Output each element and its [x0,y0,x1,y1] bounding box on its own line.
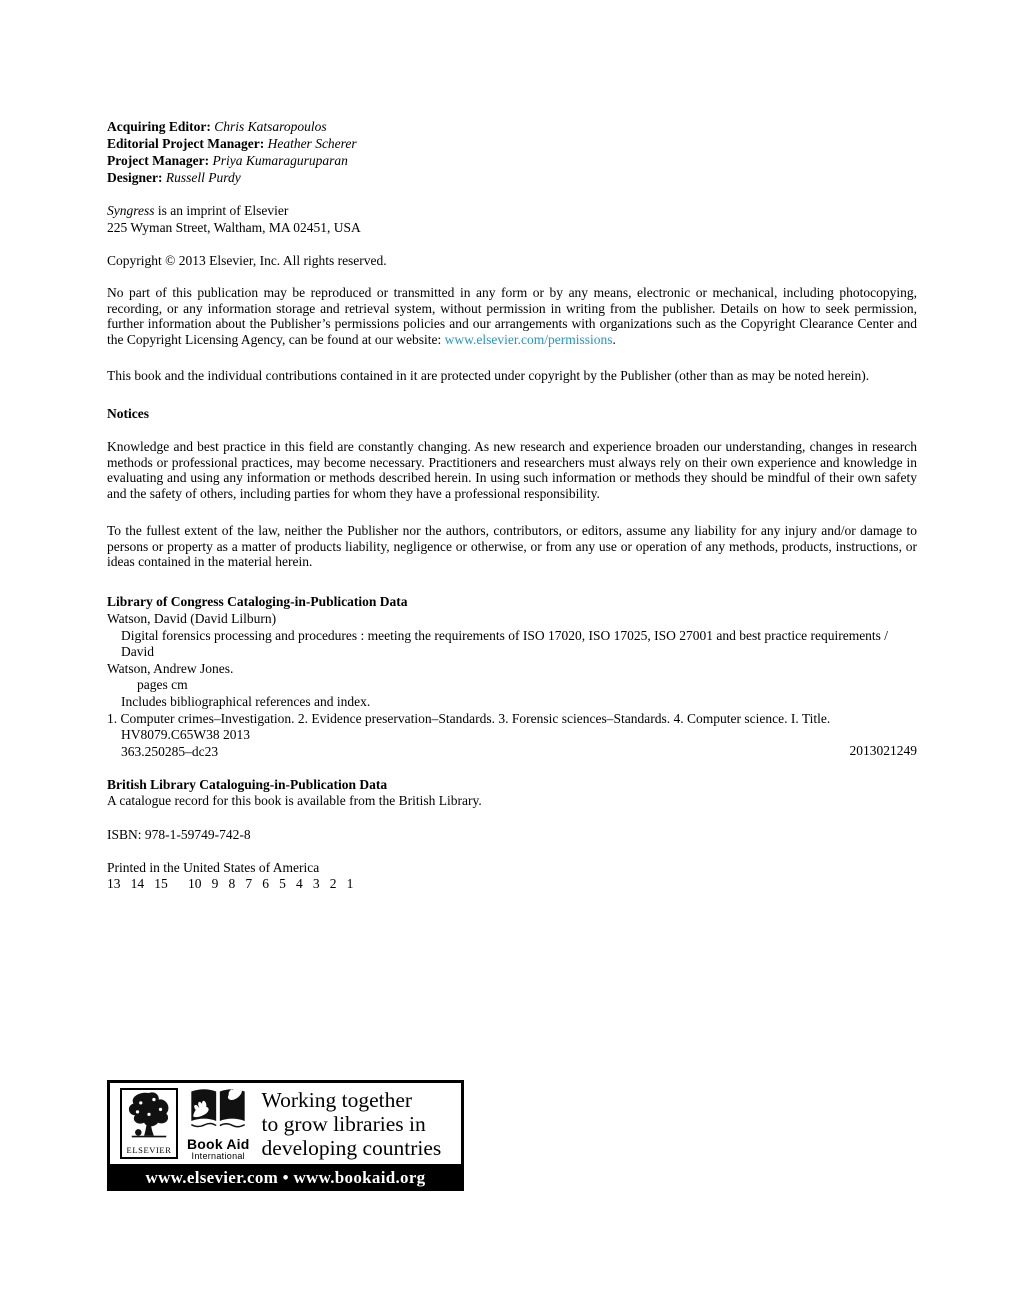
copyright-line: Copyright © 2013 Elsevier, Inc. All rights reserved. [107,253,387,268]
credit-value: Chris Katsaropoulos [214,119,327,134]
loc-line: HV8079.C65W38 2013 [121,727,250,743]
imprint-address: 225 Wyman Street, Waltham, MA 02451, USA [107,220,361,235]
bookaid-logo-name: Book Aid [187,1136,250,1152]
bl-heading: British Library Cataloguing-in-Publication Data [107,777,388,792]
credit-label: Designer: [107,170,163,185]
loc-line: Includes bibliographical references and index. [121,693,371,709]
credit-line [107,118,917,135]
credit-line [107,135,917,152]
loc-line: 363.250285–dc23 [121,743,219,759]
permissions-link[interactable]: www.elsevier.com/permissions [444,331,613,347]
bl-block [107,777,917,809]
bookaid-logo-subtitle: International [191,1151,245,1161]
credit-label: Project Manager: [107,153,210,168]
imprint-name: Syngress [107,203,155,218]
elsevier-logo [120,1088,178,1159]
loc-line: Digital forensics processing and procedures : meeting the requirements of ISO 17020, ISO 17025, ISO 27001 and best practice requirements / David [121,627,889,660]
tagline-line: to grow libraries in [261,1111,426,1136]
notices-paragraph-2: To the fullest extent of the law, neither the Publisher nor the authors, contributors, or editors, assume any liability for any injury and/or damage to persons or property as a matter of products liability, negligence or otherwise, or from any use or operation of any methods, products, instructions, or ideas contained in the material herein. [107,523,917,570]
elsevier-tree-icon [126,1091,172,1146]
credit-value: Priya Kumaraguruparan [212,153,348,168]
bl-line: A catalogue record for this book is available from the British Library. [107,793,482,808]
isbn-line: ISBN: 978-1-59749-742-8 [107,827,251,842]
loc-line: pages cm [137,677,188,693]
credit-label: Acquiring Editor: [107,119,211,134]
loc-line: Watson, David (David Lilburn) [107,611,277,626]
loc-block [107,611,917,760]
notices-paragraph-1: Knowledge and best practice in this field are constantly changing. As new research and experience broaden our understanding, changes in research methods or professional practices, may become necessary. Practitioners and researchers must always rely on their own experience and knowledge in evaluating and using any information or methods described herein. In using such information or methods they should be mindful of their own safety and the safety of others, including parties for whom they have a professional responsibility. [107,439,917,501]
permissions-text: No part of this publication may be reproduced or transmitted in any form or by any means, electronic or mechanical, including photocopying, recording, or any information storage and retrieval system, without permission in writing from the publisher. Details on how to seek permission, further information about the Publisher’s permissions policies and our arrangements with organizations such as the Copyright Clearance Center and the Copyright Licensing Agency, can be found at our website: [107,285,917,347]
print-run-line: 13 14 15 10 9 8 7 6 5 4 3 2 1 [107,876,354,891]
imprint-suffix: is an imprint of Elsevier [154,203,289,218]
banner-tagline [259,1088,442,1160]
credit-line [107,152,917,169]
bookaid-book-icon [188,1086,248,1137]
protection-line: This book and the individual contributions contained in it are protected under copyright by the Publisher (other than as may be noted herein). [107,368,870,383]
credits-block [107,118,917,186]
printing-block [107,860,917,892]
credit-value: Russell Purdy [165,170,241,185]
loc-line: Watson, Andrew Jones. [107,660,234,676]
imprint-line [107,202,917,219]
notices-heading: Notices [107,406,149,421]
tagline-line: Working together [261,1087,413,1112]
bookaid-banner [107,1080,464,1191]
credit-label: Editorial Project Manager: [107,136,265,151]
printed-line: Printed in the United States of America [107,860,320,875]
credit-value: Heather Scherer [267,136,357,151]
imprint-block [107,202,917,236]
bookaid-logo [187,1086,250,1161]
credit-line [107,169,917,186]
permissions-paragraph [107,285,917,347]
loc-line: 1. Computer crimes–Investigation. 2. Evidence preservation–Standards. 3. Forensic sciences–Standards. 4. Computer science. I. Title. [107,710,831,726]
banner-top [110,1083,461,1164]
elsevier-logo-label: ELSEVIER [126,1145,172,1155]
loc-heading: Library of Congress Cataloging-in-Publication Data [107,594,408,609]
banner-websites: www.elsevier.com • www.bookaid.org [110,1164,461,1191]
loc-control-number: 2013021249 [849,743,917,758]
tagline-line: developing countries [261,1135,442,1160]
permissions-period: . [612,331,616,347]
